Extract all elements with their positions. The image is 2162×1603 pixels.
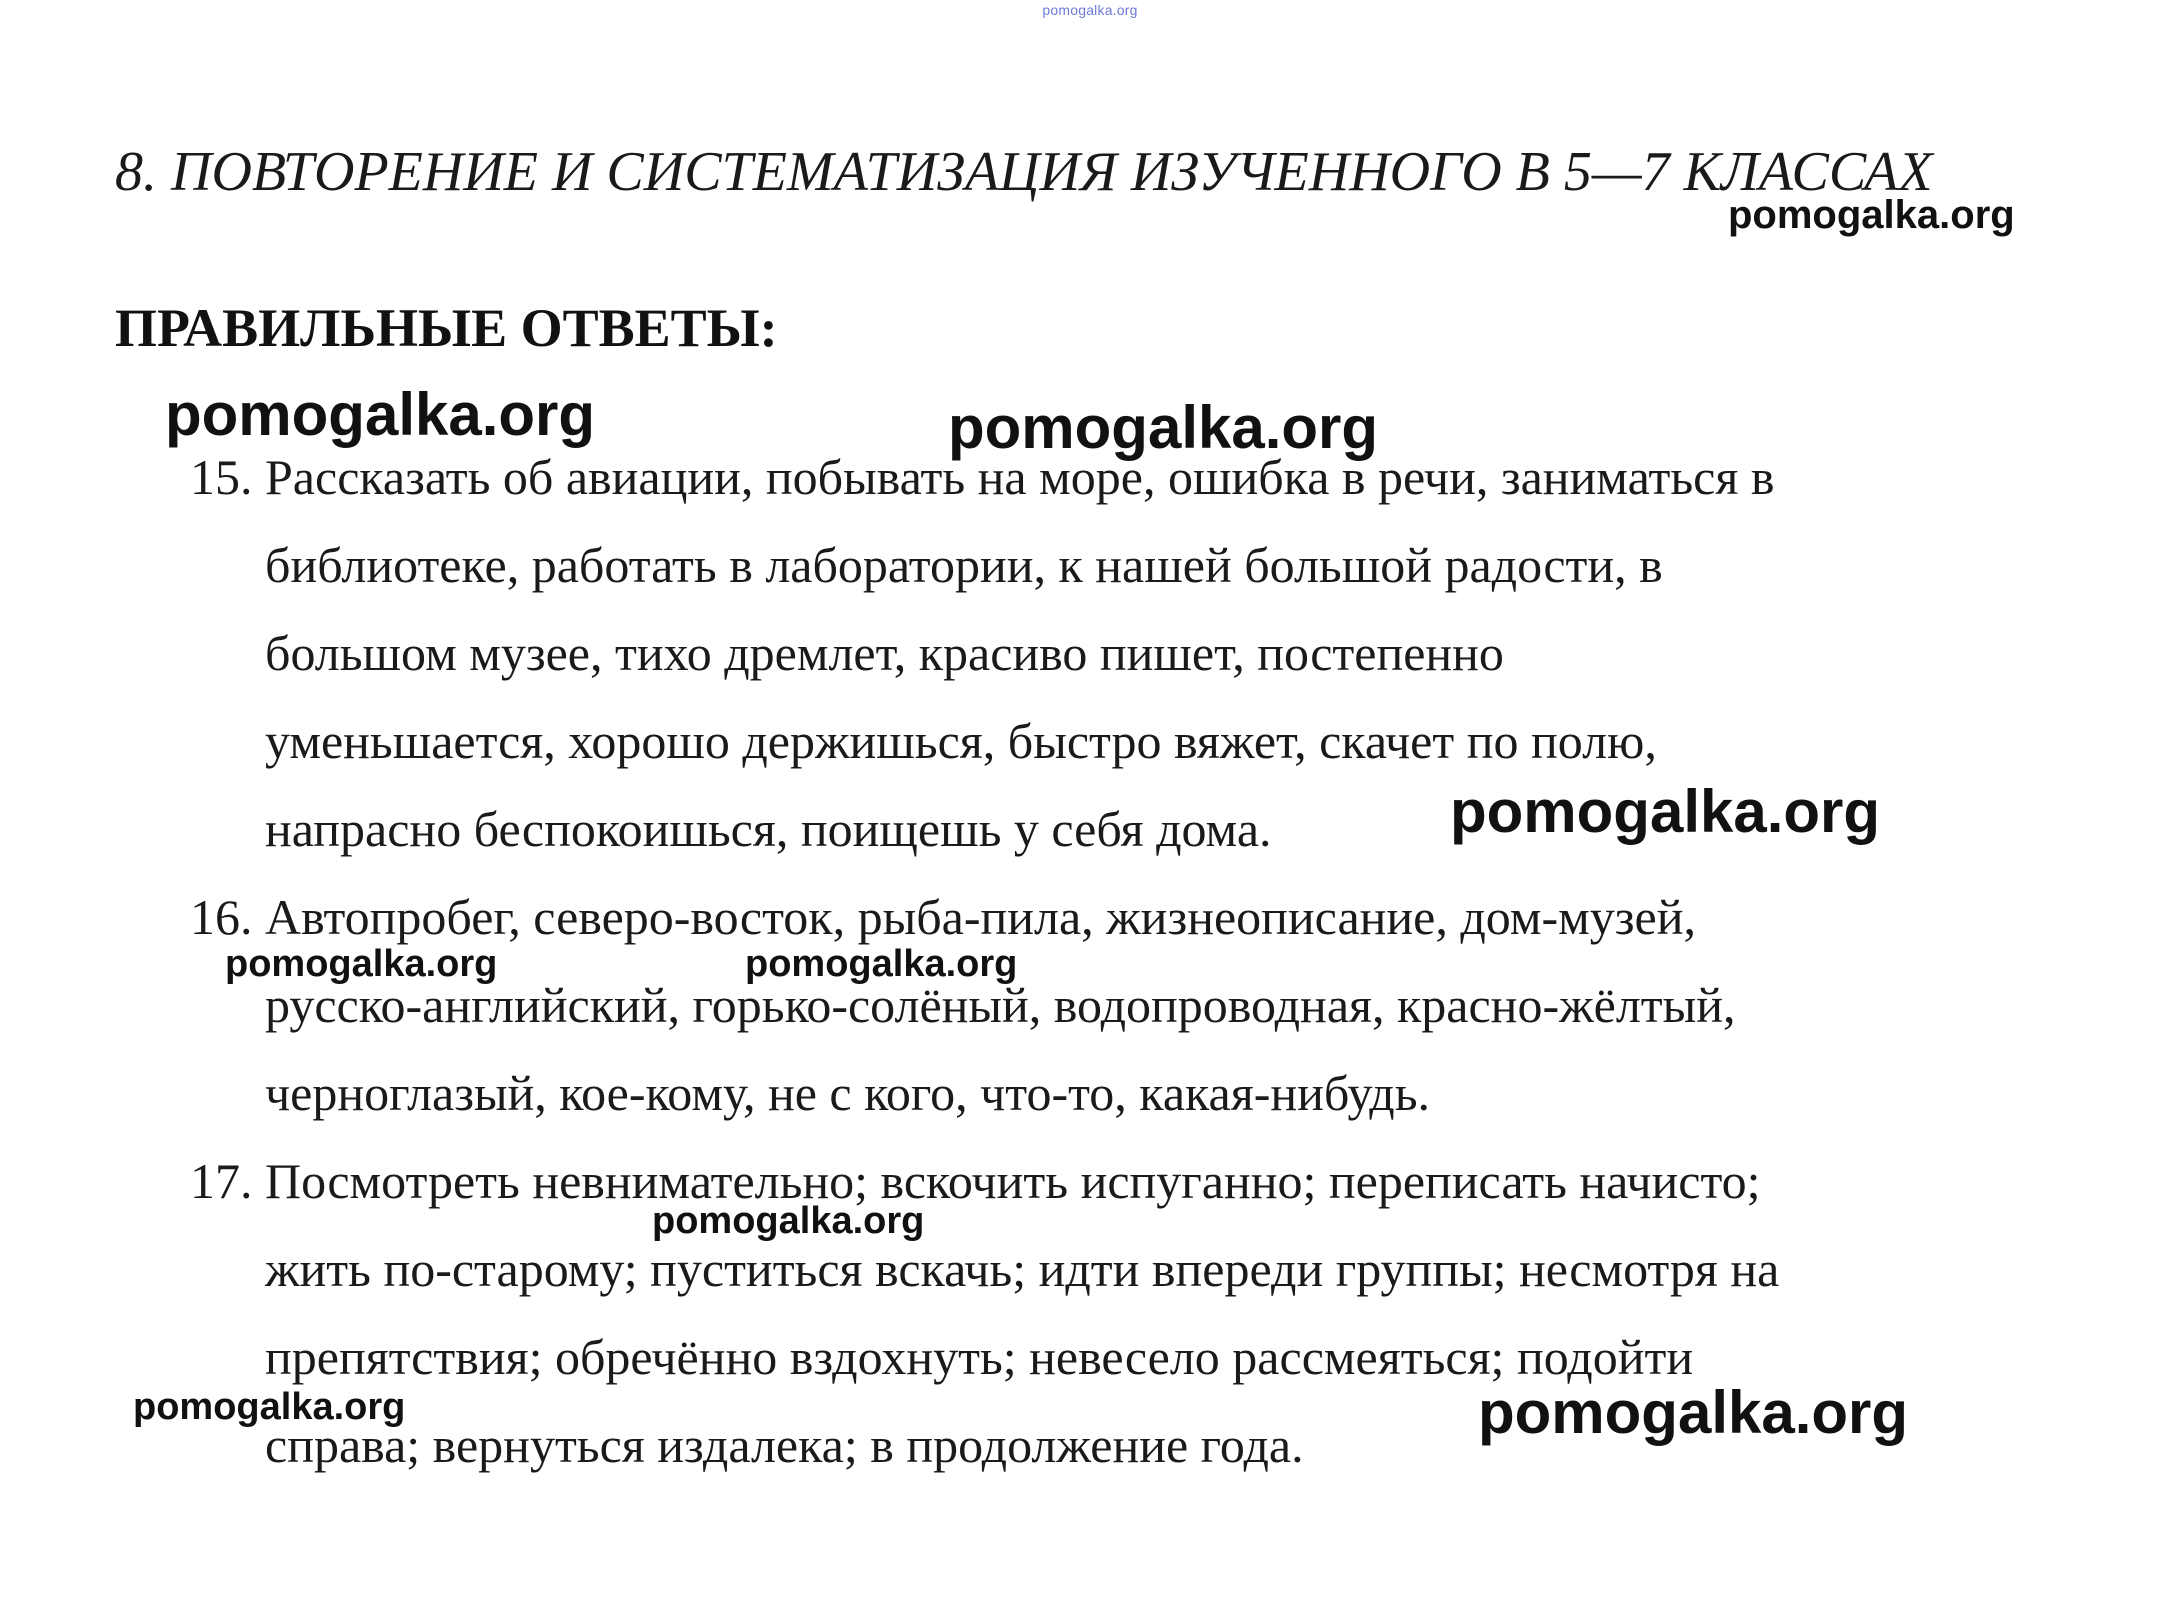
answer-line: русско-английский, горько-солёный, водопроводная, красно-жёлтый, xyxy=(265,977,1736,1033)
watermark: pomogalka.org xyxy=(1478,1379,1909,1446)
answer-line: препятствия; обречённо вздохнуть; невесело рассмеяться; подойти xyxy=(265,1329,1694,1385)
answer-line: большом музее, тихо дремлет, красиво пишет, постепенно xyxy=(265,625,1504,681)
watermark: pomogalka.org xyxy=(948,394,1379,461)
watermark: pomogalka.org xyxy=(133,1386,406,1428)
answer-line: напрасно беспокоишься, поищешь у себя дома. xyxy=(265,801,1272,857)
answer-number: 15. xyxy=(190,449,253,505)
watermark: pomogalka.org xyxy=(652,1200,925,1242)
answer-line: справа; вернуться издалека; в продолжение года. xyxy=(265,1417,1304,1473)
answer-line: черноглазый, кое-кому, не с кого, что-то, какая-нибудь. xyxy=(265,1065,1431,1121)
answer-line: уменьшается, хорошо держишься, быстро вяжет, скачет по полю, xyxy=(265,713,1657,769)
answer-line: Автопробег, северо-восток, рыба-пила, жизнеописание, дом-музей, xyxy=(265,889,1696,945)
answer-number: 17. xyxy=(190,1153,253,1209)
watermark: pomogalka.org xyxy=(165,381,596,448)
watermark: pomogalka.org xyxy=(225,943,498,985)
watermark: pomogalka.org xyxy=(745,943,1018,985)
answer-line: Рассказать об авиации, побывать на море, ошибка в речи, заниматься в xyxy=(265,449,1775,505)
section-title: 8. ПОВТОРЕНИЕ И СИСТЕМАТИЗАЦИЯ ИЗУЧЕННОГО В 5—7 КЛАССАХ xyxy=(115,141,1933,203)
answer-line: жить по-старому; пуститься вскачь; идти впереди группы; несмотря на xyxy=(265,1241,1780,1297)
watermark: pomogalka.org xyxy=(1450,778,1881,845)
watermark: pomogalka.org xyxy=(1728,193,2015,237)
answer-number: 16. xyxy=(190,889,253,945)
header-watermark: pomogalka.org xyxy=(1042,2,1138,18)
answers-heading: ПРАВИЛЬНЫЕ ОТВЕТЫ: xyxy=(115,298,778,358)
answer-line: библиотеке, работать в лаборатории, к нашей большой радости, в xyxy=(265,537,1663,593)
answer-line: Посмотреть невнимательно; вскочить испуганно; переписать начисто; xyxy=(265,1153,1761,1209)
